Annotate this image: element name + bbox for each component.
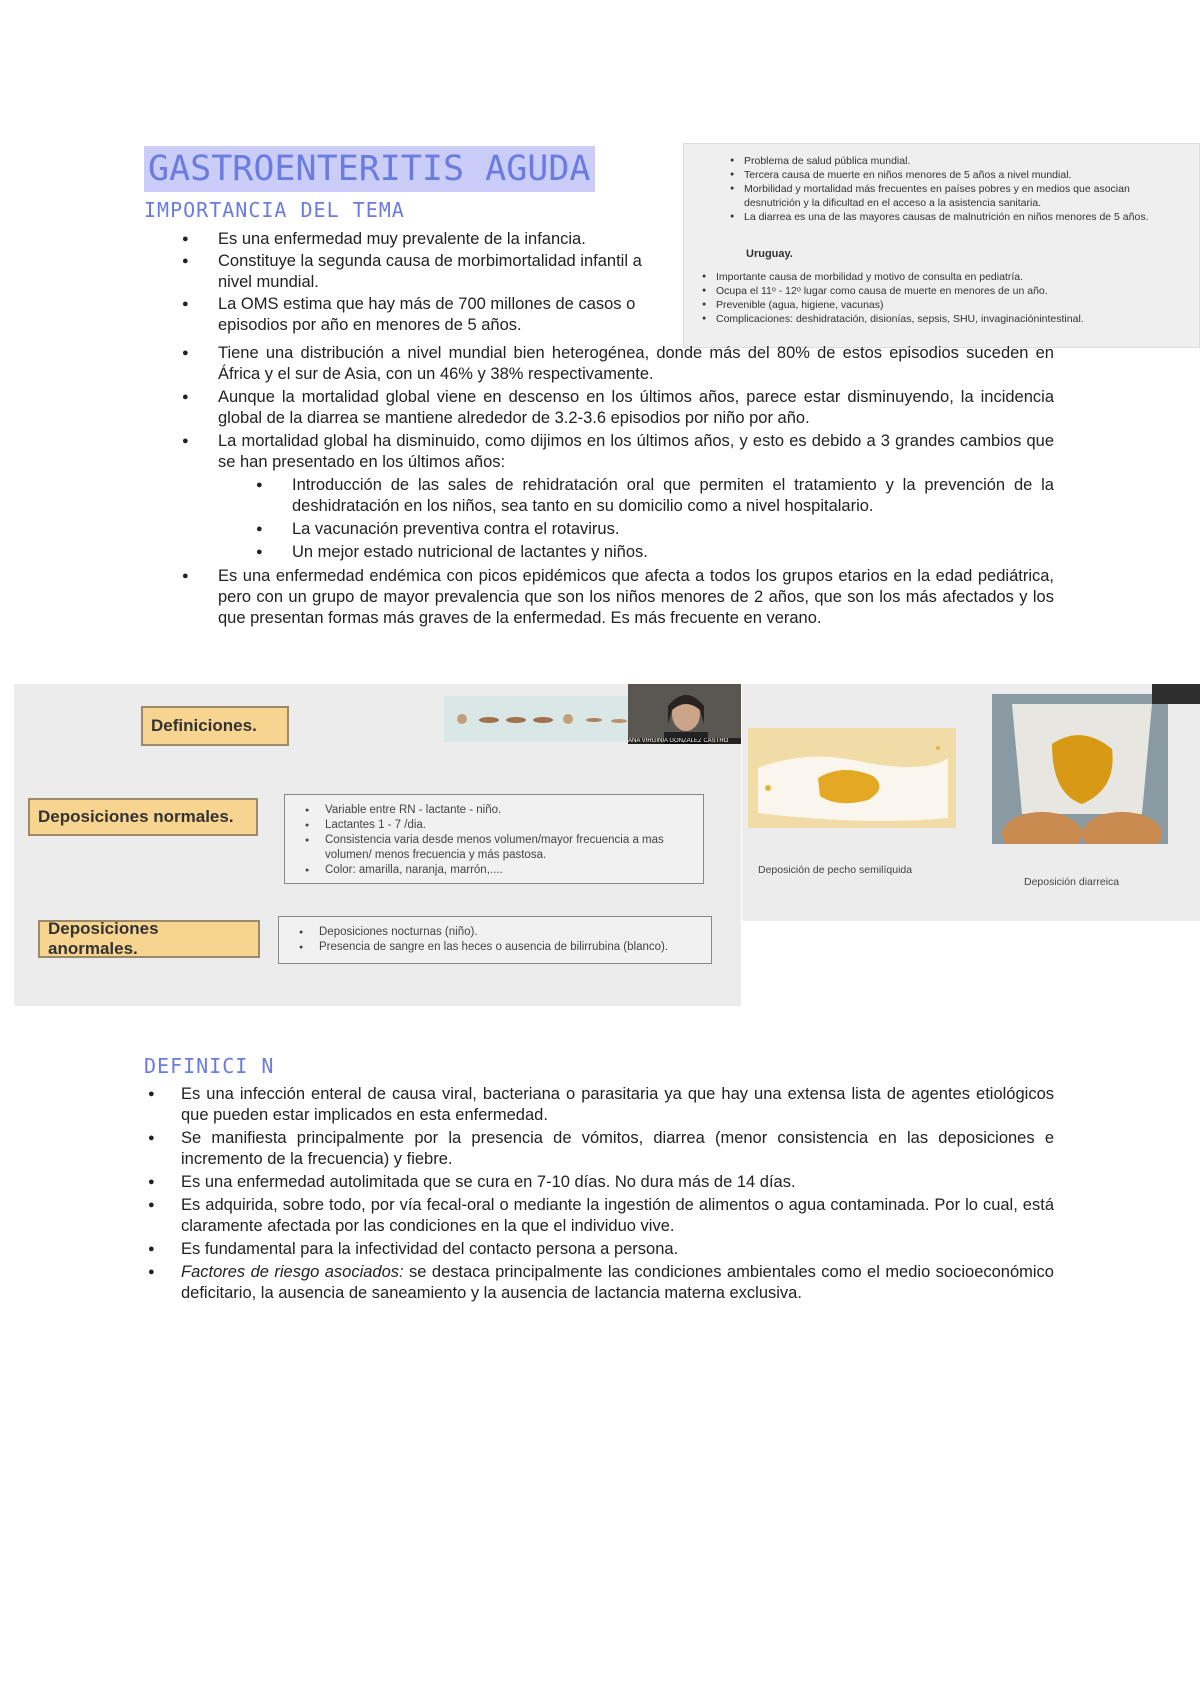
anormales-item: ● Deposiciones nocturnas (niño).	[279, 925, 711, 940]
list-item: ● Es adquirida, sobre todo, por vía fecal-oral o mediante la ingestión de alimentos o agua contaminada. Por lo cual, está claramente afectada por las condiciones en la que el individuo vive.	[144, 1195, 1054, 1237]
sub-list-item: ● Un mejor estado nutricional de lactantes y niños.	[218, 542, 1054, 563]
list-item: ● Es una infección enteral de causa viral, bacteriana o parasitaria ya que hay una extensa lista de agentes etiológicos que pueden estar implicados en esta enfermedad.	[144, 1084, 1054, 1126]
list-item	[144, 1262, 1054, 1304]
slide1-uruguay-item: ● Importante causa de morbilidad y motivo de consulta en pediatría.	[716, 270, 1186, 284]
list-item	[144, 431, 1054, 563]
slide1-uruguay-item: ● Ocupa el 11ᵒ - 12ᵒ lugar como causa de muerte en menores de un año.	[716, 284, 1186, 298]
slide-definiciones	[14, 684, 741, 1006]
importancia-list-top	[144, 229, 664, 337]
presenter-video	[628, 684, 741, 744]
definicion-list	[144, 1084, 1054, 1306]
photo-deposicion-pecho	[748, 728, 956, 828]
list-item: ● Se manifiesta principalmente por la presencia de vómitos, diarrea (menor consistencia en las deposiciones e incremento de la frecuencia) y fiebre.	[144, 1128, 1054, 1170]
slide-deposiciones-fotos	[742, 684, 1200, 921]
slide1-uruguay-item: ● Prevenible (agua, higiene, vacunas)	[716, 298, 1186, 312]
stool-icons	[444, 696, 644, 742]
stool-chart-strip	[444, 696, 644, 742]
anormales-item: ● Presencia de sangre en las heces o ausencia de bilirrubina (blanco).	[279, 940, 711, 955]
caption-left: Deposición de pecho semilíquida	[758, 864, 913, 876]
list-item: ● Es una enfermedad endémica con picos epidémicos que afecta a todos los grupos etarios en la edad pediátrica, pero con un grupo de mayor prevalencia que son los niños menores de 2 años, que son los más afectados y los que presentan formas más graves de la enfermedad. Es más frecuente en verano.	[144, 566, 1054, 629]
sub-list	[218, 475, 1054, 563]
list-item: ● Es fundamental para la infectividad del contacto persona a persona.	[144, 1239, 1054, 1260]
deposiciones-anormales-box: Deposiciones anormales.	[38, 920, 260, 958]
definiciones-box: Definiciones.	[141, 706, 289, 746]
deposiciones-normales-box: Deposiciones normales.	[28, 798, 258, 836]
normales-list	[285, 803, 703, 878]
slide1-uruguay-list	[716, 270, 1186, 326]
slide1-item: ● Tercera causa de muerte en niños menores de 5 años a nivel mundial.	[744, 168, 1184, 182]
section-heading-definicion: DEFINICI N	[144, 1054, 275, 1078]
importancia-list-main	[144, 343, 1054, 630]
slide-thumbnail-problema	[683, 143, 1200, 348]
sub-list-item: ● Introducción de las sales de rehidratación oral que permiten el tratamiento y la prevención de la deshidratación en los niños, sea tanto en su domicilio como a nivel hospitalario.	[218, 475, 1054, 517]
presenter-name: ANA VIRGINIA GONZALEZ CASTRO	[628, 738, 741, 744]
anormales-list	[279, 925, 711, 955]
list-item: ● Aunque la mortalidad global viene en descenso en los últimos años, parece estar disminuyendo, la incidencia global de la diarrea se mantiene alrededor de 3.2-3.6 episodios por niño por año.	[144, 387, 1054, 429]
normales-item: ● Consistencia varia desde menos volumen/mayor frecuencia a mas volumen/ menos frecuencia y más pastosa.	[285, 833, 703, 863]
list-item-text: La mortalidad global ha disminuido, como dijimos en los últimos años, y esto es debido a 3 grandes cambios que se han presentado en los últimos años:	[218, 432, 1054, 471]
slide1-list	[744, 154, 1184, 224]
sub-list-item: ● La vacunación preventiva contra el rotavirus.	[218, 519, 1054, 540]
normales-item: ● Color: amarilla, naranja, marrón,....	[285, 863, 703, 878]
list-item: ● Es una enfermedad muy prevalente de la infancia.	[144, 229, 664, 250]
diarrhea-photo-image	[992, 694, 1168, 844]
page-title: GASTROENTERITIS AGUDA	[144, 146, 595, 192]
list-item	[144, 343, 1054, 385]
risk-factors-text: se destaca principalmente las condiciones ambientales como el medio socioeconómico deficitario, la ausencia de saneamiento y la ausencia de lactancia materna exclusiva.	[181, 1263, 1054, 1302]
risk-factors-label: Factores de riesgo asociados:	[181, 1263, 404, 1281]
presenter-thumbnail	[1152, 684, 1200, 704]
normales-item: ● Variable entre RN - lactante - niño.	[285, 803, 703, 818]
presenter-avatar-icon	[628, 684, 741, 744]
section-heading-importancia: IMPORTANCIA DEL TEMA	[144, 198, 405, 222]
slide1-item: ● Problema de salud pública mundial.	[744, 154, 1184, 168]
slide1-item: ● La diarrea es una de las mayores causas de malnutrición en niños menores de 5 años.	[744, 210, 1184, 224]
photo-deposicion-diarreica	[992, 694, 1168, 844]
list-item: ● Es una enfermedad autolimitada que se cura en 7-10 días. No dura más de 14 días.	[144, 1172, 1054, 1193]
diaper-photo-image	[748, 728, 956, 828]
list-item: ● Constituye la segunda causa de morbimortalidad infantil a nivel mundial.	[144, 251, 664, 293]
deposiciones-anormales-list-box	[278, 916, 712, 964]
slide1-subheading: Uruguay.	[746, 248, 793, 260]
normales-item: ● Lactantes 1 - 7 /dia.	[285, 818, 703, 833]
list-item-text: Tiene una distribución a nivel mundial bien heterogénea, donde más del 80% de estos episodios suceden en África y el sur de Asia, con un 46% y 38% respectivamente.	[218, 344, 1054, 383]
caption-right: Deposición diarreica	[1024, 876, 1120, 888]
deposiciones-normales-list-box	[284, 794, 704, 884]
list-item: ● La OMS estima que hay más de 700 millones de casos o episodios por año en menores de 5 años.	[144, 294, 664, 336]
slide1-item: ● Morbilidad y mortalidad más frecuentes en países pobres y en medios que asocian desnutrición y la dificultad en el acceso a la asistencia sanitaria.	[744, 182, 1184, 210]
slide1-uruguay-item: ● Complicaciones: deshidratación, disionías, sepsis, SHU, invaginaciónintestinal.	[716, 312, 1186, 326]
